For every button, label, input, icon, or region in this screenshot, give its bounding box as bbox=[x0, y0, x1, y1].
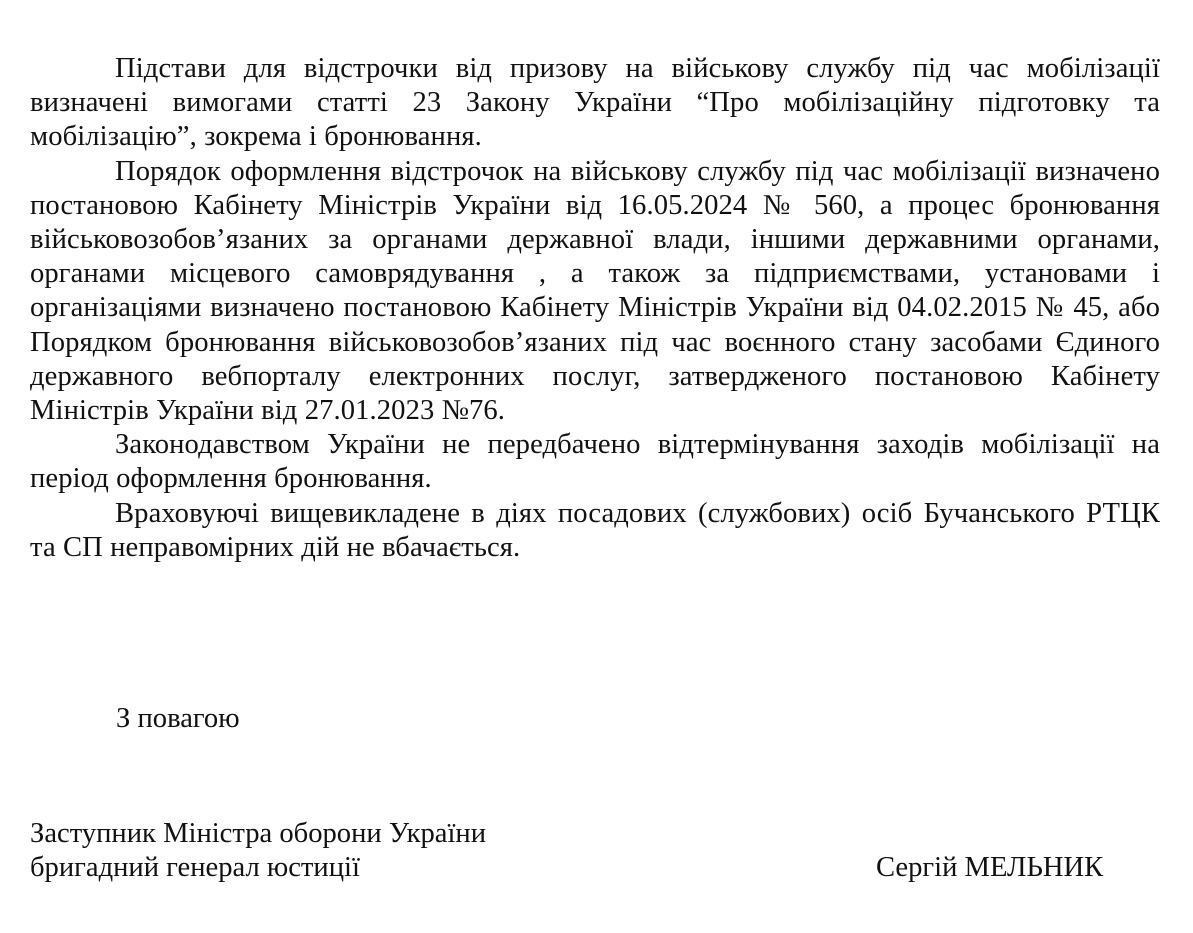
signatory-position bbox=[30, 817, 486, 885]
closing-regards: З повагою bbox=[116, 703, 240, 734]
signatory-title: Заступник Міністра оборони України bbox=[30, 818, 487, 849]
paragraph-conclusion: Враховуючі вищевикладене в діях посадових (службових) осіб Бучанського РТЦК та СП неправомірних дій не вбачається. bbox=[30, 497, 1160, 563]
signatory-rank: бригадний генерал юстиції bbox=[30, 852, 360, 883]
letter-body bbox=[30, 52, 1160, 565]
paragraph-deferment-grounds: Підстави для відстрочки від призову на військову службу під час мобілізації визначені вимогами статті 23 Закону України “Про мобілізаційну підготовку та мобілізацію”, зокрема і бронювання. bbox=[30, 53, 1160, 153]
paragraph-procedure: Порядок оформлення відстрочок на військову службу під час мобілізації визначено постановою Кабінету Міністрів України від 16.05.2024 № 560, а процес бронювання військовозобов’язаних за органами державної влади, іншими державними органами, органами місцевого самоврядування , а також за підприємствами, установами і організаціями визначено постановою Кабінету Міністрів України від 04.02.2015 № 45, або Порядком бронювання військовозобов’язаних під час воєнного стану засобами Єдиного державного вебпорталу електронних послуг, затвердженого постановою Кабінету Міністрів України від 27.01.2023 №76. bbox=[30, 155, 1160, 427]
signatory-name: Сергій МЕЛЬНИК bbox=[876, 852, 1104, 883]
paragraph-no-postponement: Законодавством України не передбачено відтермінування заходів мобілізації на період оформлення бронювання. bbox=[30, 429, 1160, 495]
